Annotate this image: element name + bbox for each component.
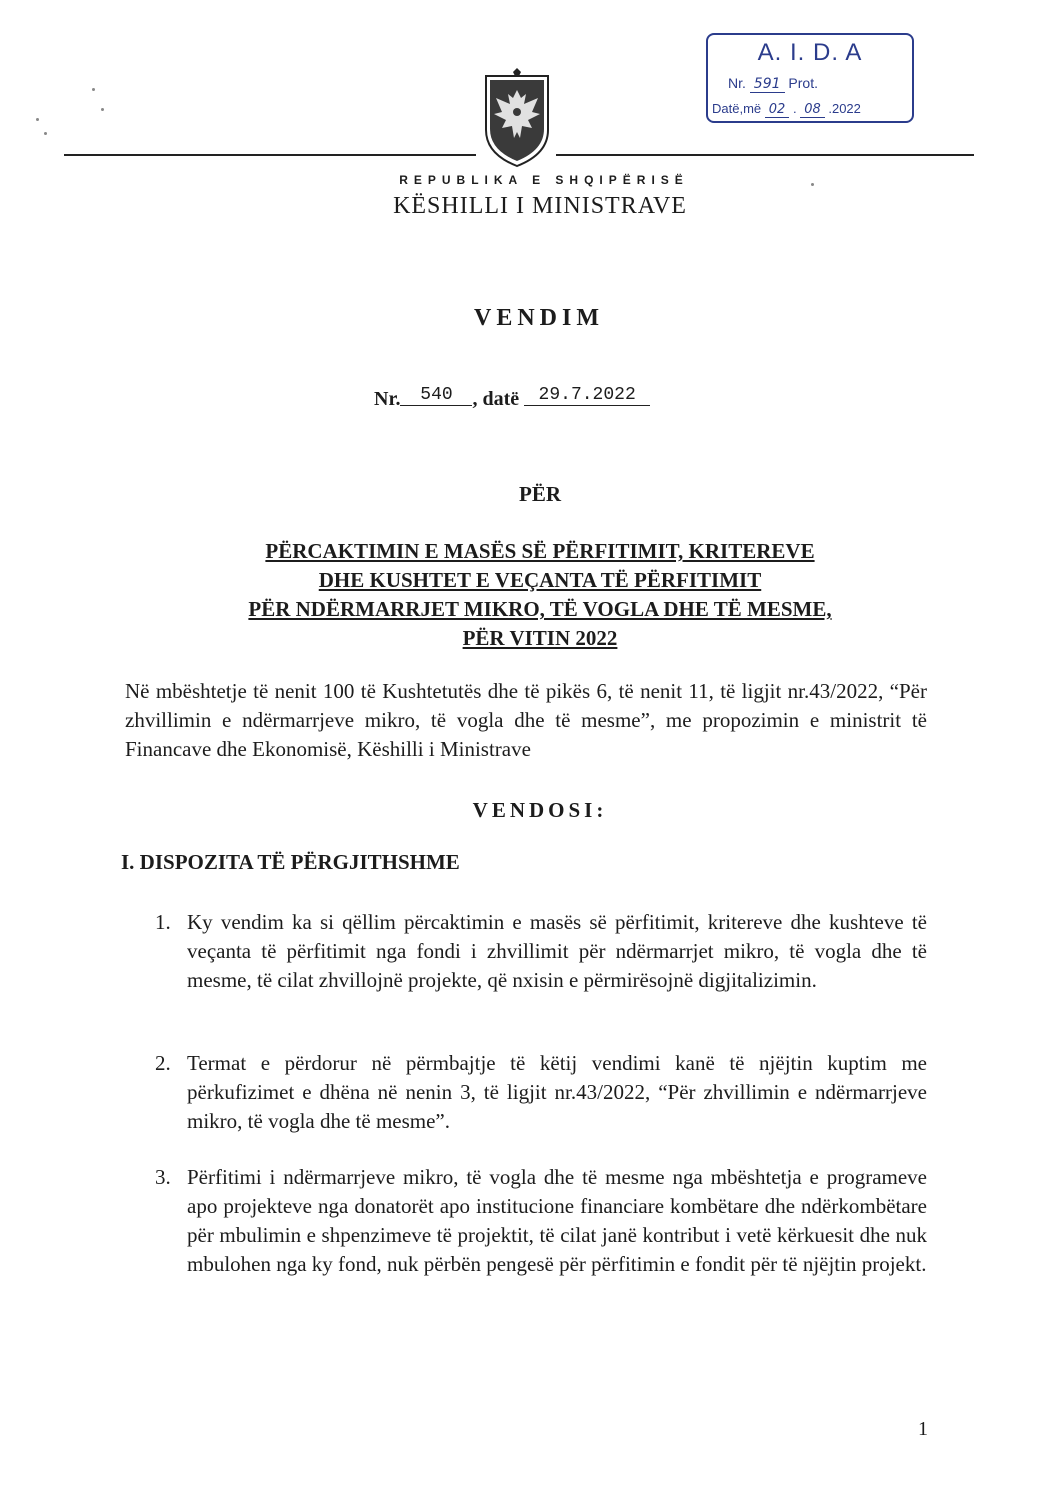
stamp-number-row [728,75,818,92]
decision-date-label: , datë [472,388,520,410]
header-rule-left [64,154,476,156]
scan-speck [44,132,47,135]
decision-nr-value: 540 [400,385,472,406]
decision-title-line: PËR NDËRMARRJET MIKRO, TË VOGLA DHE TË MESME, [248,597,832,621]
decision-number-line [374,385,650,412]
decision-title-line: PËR VITIN 2022 [462,626,618,650]
stamp-nr-value: 591 [750,76,785,93]
list-item-text: Përfitimi i ndërmarrjeve mikro, të vogla dhe të mesme nga mbështetja e programeve apo projekteve nga donatorët apo institucione financiare kombëtare dhe ndërkombëtare për mbulimin e shpenzimeve të projektit, të cilat janë kontribut i vetë kërkuesit dhe nuk mbulohen nga ky fond, nuk përbën pengesë për përfitimin e fondit për të njëjtin projekt. [187,1165,927,1276]
per-heading: PËR [519,482,561,506]
registration-stamp [706,33,914,123]
coat-of-arms-emblem [482,68,552,168]
list-item-number: 1. [155,910,171,934]
list-item-text: Ky vendim ka si qëllim përcaktimin e masës së përfitimit, kritereve dhe kushteve të veçanta të përfitimit nga fondi i zhvillimit për ndërmarrjet mikro, të vogla dhe të mesme, të cilat zhvillojnë projekte, që nxisin e përmirësojnë digjitalizimin. [187,910,927,992]
list-item-number: 3. [155,1165,171,1189]
stamp-title: A. I. D. A [757,39,863,66]
decision-title-line: DHE KUSHTET E VEÇANTA TË PËRFITIMIT [318,568,762,592]
scan-speck [101,108,104,111]
page-number: 1 [918,1418,928,1440]
list-item-number: 2. [155,1051,171,1075]
list-item [155,1163,927,1279]
decision-title-line: PËRCAKTIMIN E MASËS SË PËRFITIMIT, KRITEREVE [265,539,815,563]
list-item [155,908,927,995]
stamp-date-day: 02 [765,102,790,118]
decision-date-value: 29.7.2022 [524,385,650,406]
scan-speck [92,88,95,91]
section-title: I. DISPOZITA TË PËRGJITHSHME [121,850,460,874]
decision-heading: VENDIM [474,305,604,331]
scan-speck [36,118,39,121]
stamp-nr-label: Nr. [728,75,746,91]
vendosi-heading: VENDOSI: [472,798,608,822]
stamp-date-month: 08 [800,102,825,118]
republic-header: REPUBLIKA E SHQIPËRISË [399,173,689,187]
institution-header: KËSHILLI I MINISTRAVE [393,193,687,219]
decision-title [0,537,1058,653]
stamp-date-row: Datë,më 02 . 08 .2022 [712,101,861,117]
list-item-text: Termat e përdorur në përmbajtje të këtij vendimi kanë të njëjtin kuptim me përkufizimet e dhëna në nenin 3, të ligjit nr.43/2022, “Për zhvillimin e ndërmarrjeve mikro, të vogla dhe të mesme”. [187,1051,927,1133]
stamp-date-year: .2022 [828,101,861,116]
stamp-prot-label: Prot. [788,75,818,91]
list-item [155,1049,927,1136]
header-rule-right [556,154,974,156]
preamble-paragraph: Në mbështetje të nenit 100 të Kushtetutës dhe të pikës 6, të nenit 11, të ligjit nr.43/2022, “Për zhvillimin e ndërmarrjeve mikro, të vogla dhe të mesme”, me propozimin e ministrit të Financave dhe Ekonomisë, Këshilli i Ministrave [125,679,927,761]
stamp-date-label: Datë,më [712,101,762,116]
decision-nr-label: Nr. [374,388,401,410]
